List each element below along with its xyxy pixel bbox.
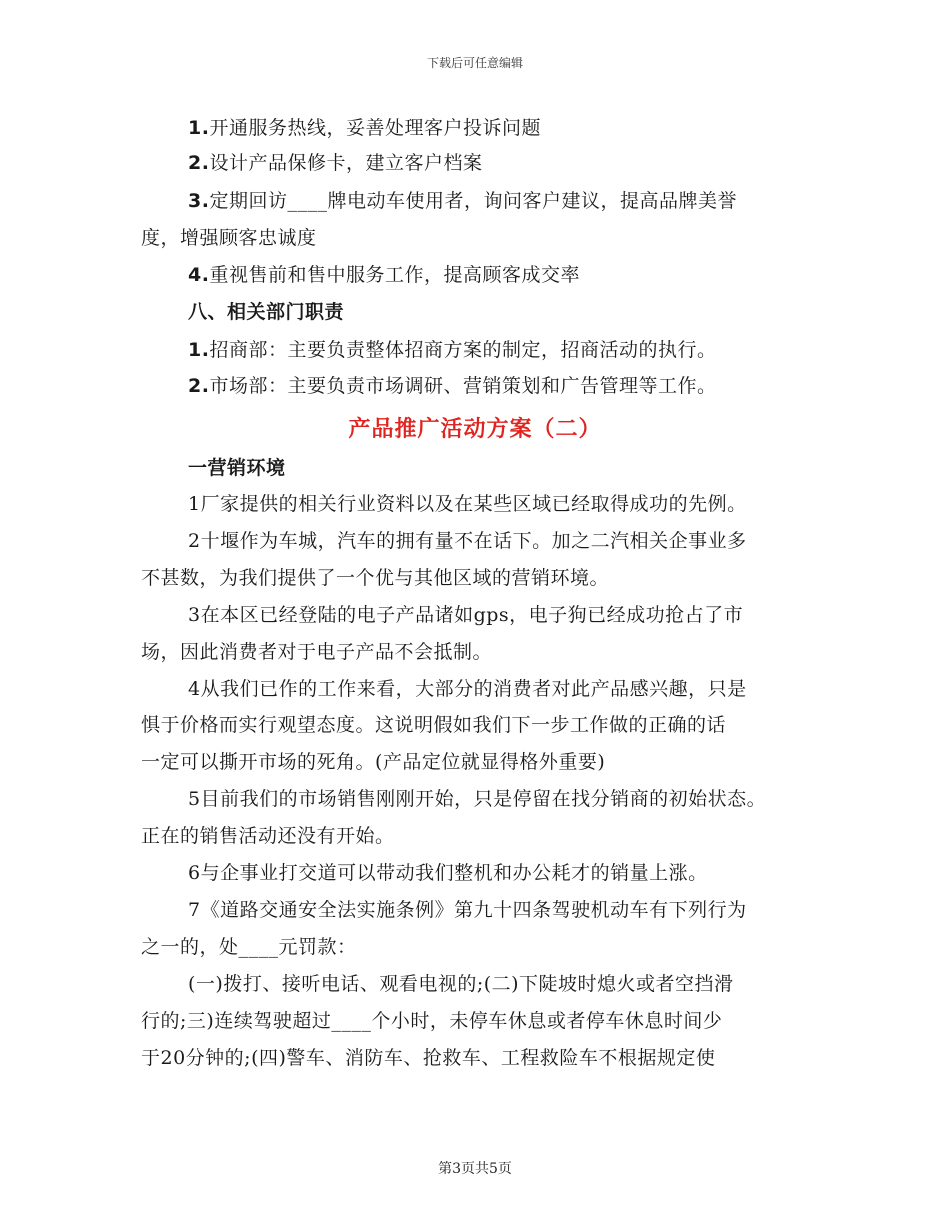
paragraph-line: 一定可以撕开市场的死角。(产品定位就显得格外重要) (141, 751, 606, 773)
page-header: 下载后可任意编辑 (426, 56, 523, 70)
paragraph-line: 1厂家提供的相关行业资料以及在某些区域已经取得成功的先例。 (188, 493, 747, 515)
paragraph-line: 场，因此消费者对于电子产品不会抵制。 (141, 641, 493, 663)
page-footer: 第3页共5页 (438, 1161, 512, 1177)
section-heading: 一营销环境 (188, 457, 286, 479)
paragraph-line: 正在的销售活动还没有开始。 (141, 825, 395, 847)
list-item: 1.招商部：主要负责整体招商方案的制定，招商活动的执行。 (188, 339, 717, 361)
paragraph-line: 5目前我们的市场销售刚刚开始，只是停留在找分销商的初始状态。 (188, 788, 767, 810)
list-item: 3.定期回访____牌电动车使用者，询问客户建议，提高品牌美誉 (188, 190, 737, 212)
list-item: 2.设计产品保修卡，建立客户档案 (188, 152, 483, 174)
paragraph-line: (一)拨打、接听电话、观看电视的;(二)下陡坡时熄火或者空挡滑 (188, 973, 734, 995)
list-item: 1.开通服务热线，妥善处理客户投诉问题 (188, 117, 541, 139)
paragraph-line: 3在本区已经登陆的电子产品诸如gps，电子狗已经成功抢占了市 (188, 604, 744, 626)
paragraph-line: 4从我们已作的工作来看，大部分的消费者对此产品感兴趣，只是 (188, 678, 747, 700)
list-item: 4.重视售前和售中服务工作，提高顾客成交率 (188, 264, 580, 286)
document-title: 产品推广活动方案（二） (348, 416, 602, 442)
paragraph-line: 行的;三)连续驾驶超过____个小时，未停车休息或者停车休息时间少 (141, 1010, 723, 1032)
list-item-continuation: 度，增强顾客忠诚度 (141, 227, 317, 249)
paragraph-line: 不甚数，为我们提供了一个优与其他区域的营销环境。 (141, 567, 610, 589)
paragraph-line: 之一的，处____元罚款： (141, 936, 357, 958)
paragraph-line: 于20分钟的;(四)警车、消防车、抢救车、工程救险车不根据规定使 (141, 1047, 716, 1069)
section-heading: 八、相关部门职责 (188, 301, 345, 323)
list-item: 2.市场部：主要负责市场调研、营销策划和广告管理等工作。 (188, 375, 717, 397)
paragraph-line: 6与企事业打交道可以带动我们整机和办公耗才的销量上涨。 (188, 862, 708, 884)
paragraph-line: 7《道路交通安全法实施条例》第九十四条驾驶机动车有下列行为 (188, 899, 747, 921)
paragraph-line: 惧于价格而实行观望态度。这说明假如我们下一步工作做的正确的话 (141, 714, 727, 736)
paragraph-line: 2十堰作为车城，汽车的拥有量不在话下。加之二汽相关企事业多 (188, 530, 747, 552)
